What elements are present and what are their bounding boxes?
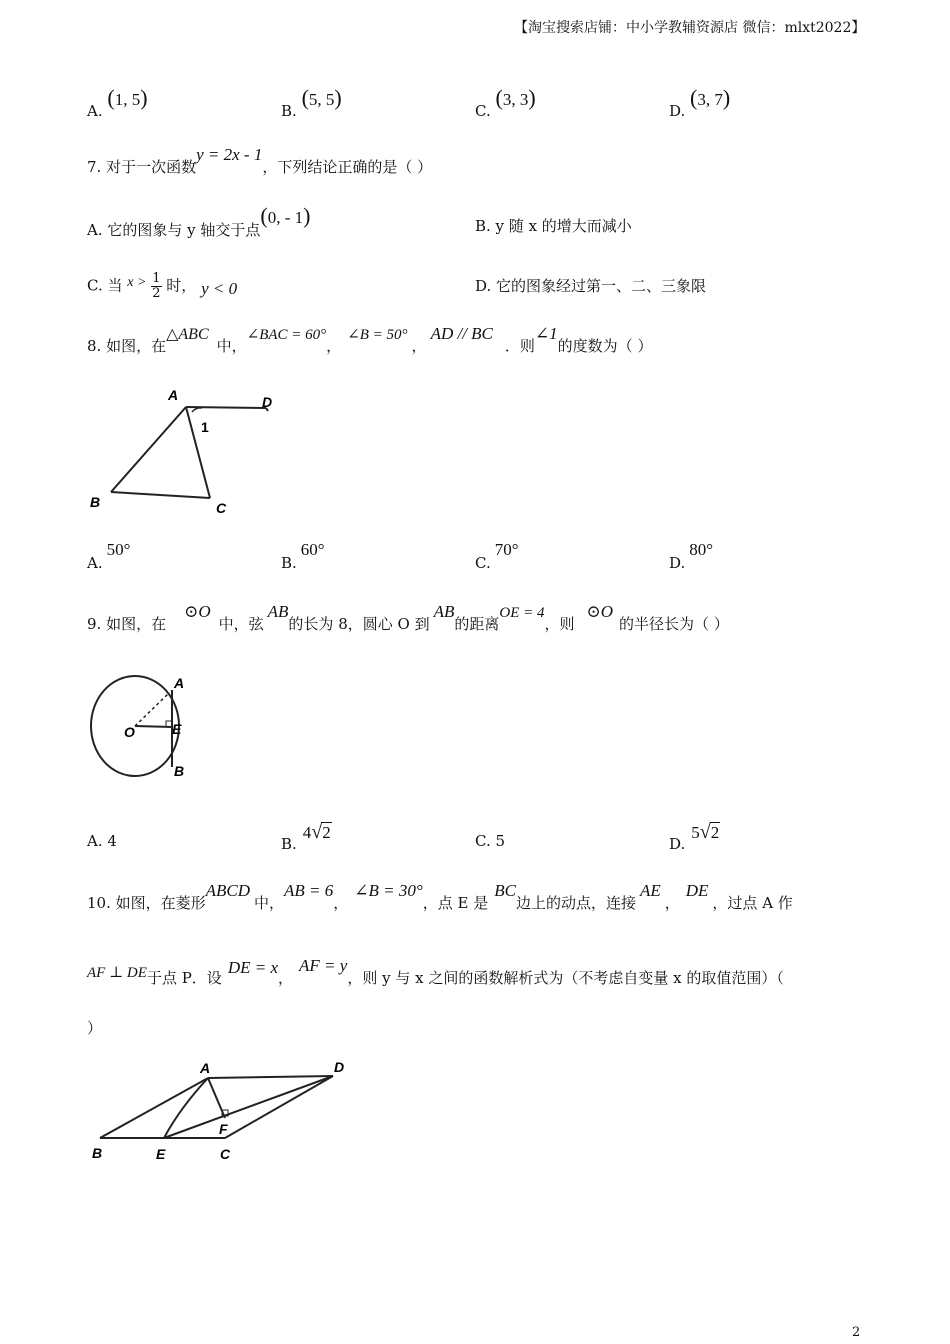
q8-label-c: C <box>216 500 227 516</box>
q7-option-b: B. y 随 x 的增大而减小 <box>475 217 632 235</box>
q8-stem: 8. 如图，在△ABC中，∠BAC = 60°，∠B = 50°，AD // BC．则∠1的度数为（ ） <box>87 324 653 355</box>
page-header: 【淘宝搜索店铺：中小学教辅资源店 微信：mlxt2022】 <box>514 20 866 36</box>
q8-label-a: A <box>168 387 179 403</box>
q8-option-a: A.50° <box>87 540 131 572</box>
q7-option-d: D. 它的图象经过第一、二、三象限 <box>475 277 707 295</box>
q6-option-a: A. (1, 5) <box>87 85 148 120</box>
q10-label-c: C <box>220 1146 231 1162</box>
q7-option-a: A. 它的图象与 y 轴交于点(0, - 1) <box>87 203 311 239</box>
q10-stem-line1: 10. 如图，在菱形ABCD中，AB = 6，∠B = 30°，点 E 是BC边上的动点，连接AE，DE，过点 A 作 <box>87 881 793 912</box>
q9-circle-figure <box>88 670 203 788</box>
q10-label-e: E <box>156 1146 166 1162</box>
q8-option-c: C.70° <box>475 540 519 572</box>
q10-label-d: D <box>334 1059 345 1075</box>
q9-label-b: B <box>174 763 185 779</box>
q9-option-b: B.4√2 <box>281 821 331 853</box>
q9-label-o: O <box>124 724 135 740</box>
q10-stem-line2: AF ⊥ DE于点 P．设DE = x，AF = y，则 y 与 x 之间的函数解析式为（不考虑自变量 x 的取值范围）（ <box>87 956 784 987</box>
q8-option-d: D.80° <box>669 540 714 572</box>
q8-triangle-figure <box>80 385 290 520</box>
q10-stem-line3: ） <box>87 1019 103 1037</box>
q6-option-c: C. (3, 3) <box>475 85 536 120</box>
q8-option-b: B.60° <box>281 540 325 572</box>
q6-option-d: D. (3, 7) <box>669 85 731 120</box>
q9-option-d: D.5√2 <box>669 821 720 853</box>
q10-label-a: A <box>200 1060 211 1076</box>
q10-rhombus-figure <box>88 1058 358 1168</box>
q10-label-b: B <box>92 1145 103 1161</box>
q6-option-b: B. (5, 5) <box>281 85 342 120</box>
q9-label-a: A <box>174 675 185 691</box>
page-number: 2 <box>852 1325 861 1340</box>
q9-stem: 9. 如图，在⊙O中，弦AB的长为 8，圆心 O 到AB的距离OE = 4，则⊙O的半径长为（ ） <box>87 602 729 633</box>
q8-label-d: D <box>262 394 273 410</box>
q9-label-e: E <box>172 721 182 737</box>
q9-option-a: A. 4 <box>87 832 117 850</box>
q7-option-c: C. 当 x > $\frac{1}{2}$ 时， y < 0 <box>87 271 238 301</box>
q9-option-c: C. 5 <box>475 832 506 850</box>
q10-label-f: F <box>219 1121 228 1137</box>
q8-label-b: B <box>90 494 101 510</box>
q8-label-angle-1: 1 <box>201 419 209 435</box>
q7-stem: 7. 对于一次函数y = 2x - 1，下列结论正确的是（ ） <box>87 145 433 176</box>
